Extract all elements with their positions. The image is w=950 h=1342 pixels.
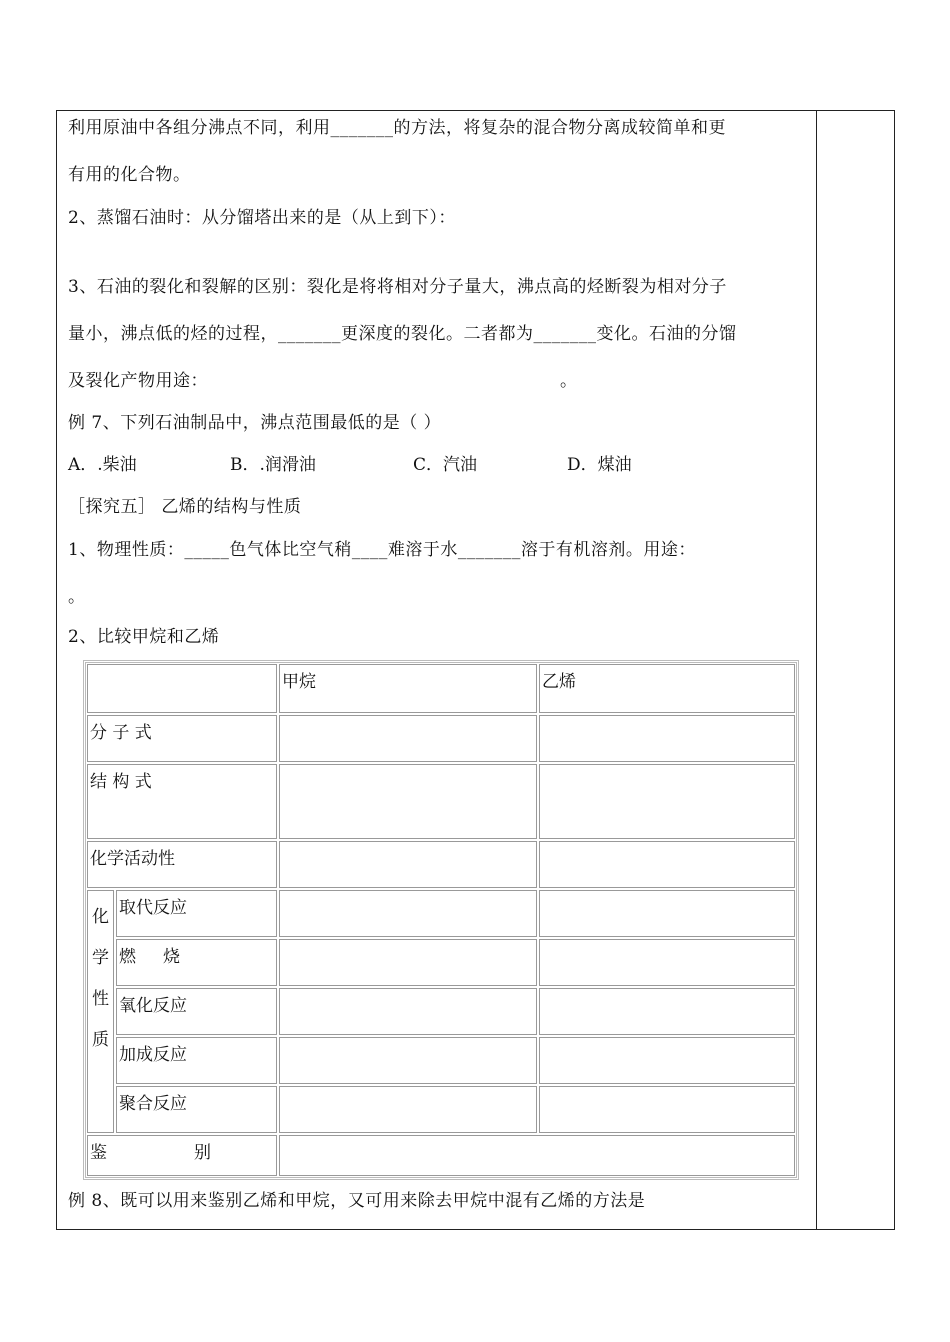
identify-char-1: 鉴 — [90, 1143, 107, 1163]
table-header-methane — [279, 664, 537, 713]
cell-ethylene-substitution — [539, 890, 795, 937]
sub-label-oxidation — [116, 988, 277, 1035]
sub-label-substitution — [116, 890, 277, 937]
cell-ethylene-polymerization — [539, 1086, 795, 1133]
option-a: A．.柴油 — [68, 455, 137, 475]
text-line-4: 3、石油的裂化和裂解的区别：裂化是将将相对分子量大，沸点高的烃断裂为相对分子 — [68, 277, 727, 297]
option-c: C．汽油 — [413, 455, 478, 475]
cell-methane-substitution — [279, 890, 537, 937]
example-7-question: 例 7、下列石油制品中，沸点范围最低的是（ ） — [68, 413, 442, 433]
cell-methane-combustion — [279, 939, 537, 986]
cell-methane-formula — [279, 715, 537, 762]
text-line-1: 利用原油中各组分沸点不同，利用_______的方法，将复杂的混合物分离成较简单和更 — [68, 118, 726, 138]
text-line-5: 量小，沸点低的烃的过程，_______更深度的裂化。二者都为_______变化。石油的分馏 — [68, 324, 737, 344]
compare-heading: 2、比较甲烷和乙烯 — [68, 627, 220, 647]
option-b: B．.润滑油 — [230, 455, 316, 475]
text-line-6-end: 。 — [560, 371, 577, 391]
sub-label-polymerization — [116, 1086, 277, 1133]
cell-identify-answer — [279, 1135, 795, 1176]
row-label-formula — [87, 715, 277, 762]
substitution-text: 取代反应 — [119, 898, 187, 918]
header-ethylene-text: 乙烯 — [542, 672, 576, 692]
sub-label-addition — [116, 1037, 277, 1084]
section-heading-5: ［探究五］ 乙烯的结构与性质 — [68, 497, 302, 517]
table-header-ethylene — [539, 664, 795, 713]
row-label-activity — [87, 841, 277, 888]
identify-char-2: 别 — [194, 1143, 211, 1163]
group-char-1: 化 — [92, 907, 109, 927]
cell-methane-activity — [279, 841, 537, 888]
header-methane-text: 甲烷 — [282, 672, 316, 692]
cell-methane-polymerization — [279, 1086, 537, 1133]
cell-ethylene-combustion — [539, 939, 795, 986]
formula-label-text: 分 子 式 — [90, 723, 152, 743]
text-line-2: 有用的化合物。 — [68, 165, 191, 185]
addition-text: 加成反应 — [119, 1045, 187, 1065]
structure-label-text: 结 构 式 — [90, 772, 152, 792]
text-line-3: 2、蒸馏石油时：从分馏塔出来的是（从上到下）： — [68, 208, 456, 228]
cell-methane-oxidation — [279, 988, 537, 1035]
physical-properties-end: 。 — [68, 587, 86, 607]
cell-ethylene-activity — [539, 841, 795, 888]
polymerization-text: 聚合反应 — [119, 1094, 187, 1114]
group-label-chemical-properties — [87, 890, 114, 1133]
group-char-2: 学 — [92, 948, 109, 968]
cell-ethylene-oxidation — [539, 988, 795, 1035]
cell-ethylene-structure — [539, 764, 795, 839]
physical-properties-line: 1、物理性质：_____色气体比空气稍____难溶于水_______溶于有机溶剂。用途： — [68, 540, 696, 560]
sub-label-combustion — [116, 939, 277, 986]
cell-ethylene-formula — [539, 715, 795, 762]
row-label-identify — [87, 1135, 277, 1176]
activity-label-text: 化学活动性 — [90, 849, 175, 869]
text-line-6: 及裂化产物用途： — [68, 371, 208, 391]
cell-ethylene-addition — [539, 1037, 795, 1084]
margin-column-divider — [816, 110, 817, 1230]
row-label-structure — [87, 764, 277, 839]
group-char-3: 性 — [92, 989, 109, 1009]
oxidation-text: 氧化反应 — [119, 996, 187, 1016]
option-d: D．煤油 — [567, 455, 632, 475]
group-char-4: 质 — [92, 1030, 109, 1050]
combustion-text: 燃 烧 — [119, 947, 181, 967]
cell-methane-structure — [279, 764, 537, 839]
table-corner-cell — [87, 664, 277, 713]
example-8-question: 例 8、既可以用来鉴别乙烯和甲烷，又可用来除去甲烷中混有乙烯的方法是 — [68, 1191, 646, 1211]
cell-methane-addition — [279, 1037, 537, 1084]
